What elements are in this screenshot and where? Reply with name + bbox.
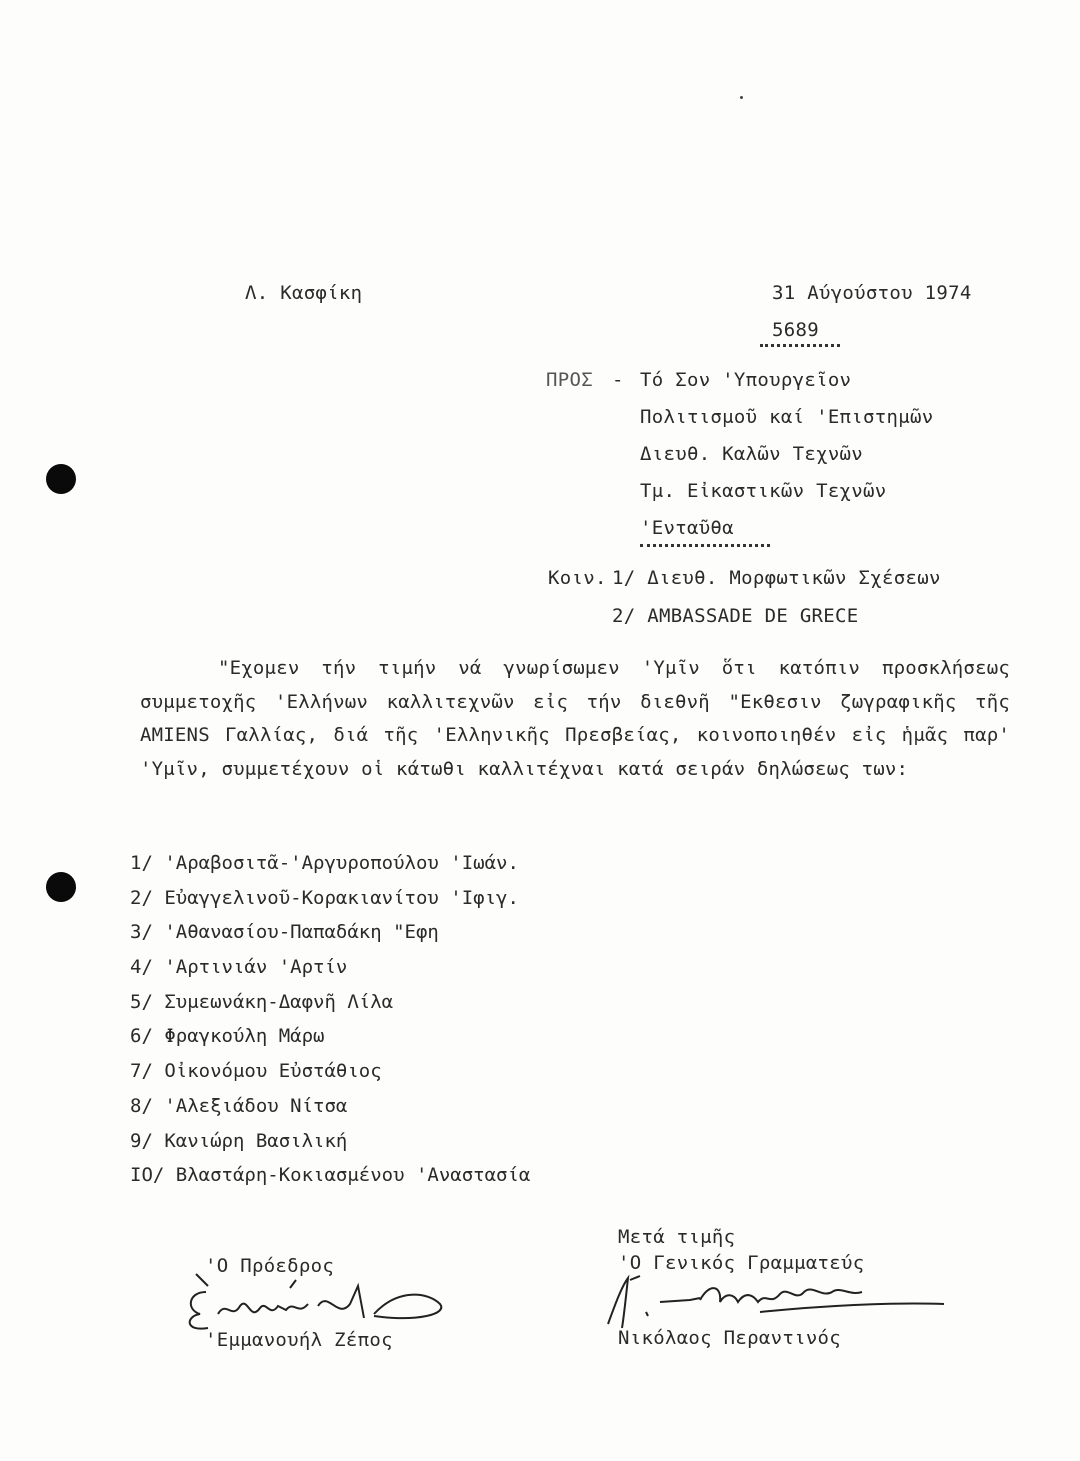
protocol-underline [760, 344, 840, 347]
sender-name: Λ. Κασφίκη [245, 282, 363, 304]
artist-list [130, 846, 530, 1193]
list-item: 8/ 'Αλεξιάδου Νίτσα [130, 1094, 348, 1117]
protocol-number: 5689 [772, 319, 819, 341]
secretary-title: 'Ο Γενικός Γραμματεύς [618, 1252, 865, 1274]
list-item: 2/ Εὐαγγελινοῦ-Κορακιανίτου 'Ιφιγ. [130, 886, 519, 909]
letter-date: 31 Αύγούστου 1974 [772, 282, 972, 304]
list-item: IO/ Βλαστάρη-Κοκιασμένου 'Αναστασία [130, 1164, 531, 1187]
recipient-line-5: 'Ενταῦθα [640, 517, 734, 539]
recipient-line-2: Πολιτισμοῦ καί 'Επιστημῶν [640, 406, 934, 428]
president-signature-text: Ζέπος [178, 1270, 182, 1271]
recipient-line-3: Διευθ. Καλῶν Τεχνῶν [640, 443, 864, 465]
body-paragraph: "Εχομεν τήν τιμήν νά γνωρίσωμεν 'Υμῖν ὅτι κατόπιν προσκλήσεως συμμετοχῆς 'Ελλήνων καλλιτεχνῶν εἰς τήν διεθνῆ "Εκθεσιν ζωγραφικῆς τῆς AMIENS Γαλλίας, διά τῆς 'Ελληνικῆς Πρεσβείας, κοινοποιηθέν εἰς ἡμᾶς παρ' 'Υμῖν, συμμετέχουν οἱ κάτωθι καλλιτέχναι κατά σειράν δηλώσεως των: [140, 657, 1010, 780]
copies-line-2: 2/ AMBASSADE DE GRECE [612, 605, 859, 627]
list-item: 7/ Οἰκονόμου Εὐστάθιος [130, 1060, 382, 1083]
list-item: 4/ 'Αρτινιάν 'Αρτίν [130, 956, 348, 979]
president-name: 'Εμμανουήλ Ζέπος [205, 1329, 393, 1351]
recipient-line-4: Τμ. Εἰκαστικῶν Τεχνῶν [640, 480, 887, 502]
list-item: 1/ 'Αραβοσιτᾶ-'Αργυροπούλου 'Ιωάν. [130, 852, 519, 874]
list-item: 9/ Κανιώρη Βασιλική [130, 1129, 348, 1152]
secretary-signature-text: Ν. Περαντινός [600, 1272, 608, 1273]
recipient-underline [640, 544, 770, 547]
secretary-name: Νικόλαος Περαντινός [618, 1327, 842, 1349]
scan-speck [740, 96, 743, 99]
punch-hole-top [46, 464, 76, 494]
list-item: 5/ Συμεωνάκη-Δαφνῆ Λίλα [130, 990, 394, 1013]
recipient-dash: - [612, 369, 624, 391]
copies-line-1: 1/ Διευθ. Μορφωτικῶν Σχέσεων [612, 567, 941, 589]
recipient-prefix: ΠΡΟΣ [546, 369, 593, 391]
list-item: 3/ 'Αθανασίου-Παπαδάκη "Εφη [130, 921, 439, 944]
closing-greeting: Μετά τιμῆς [618, 1226, 736, 1248]
president-title: 'Ο Πρόεδρος [205, 1255, 335, 1277]
list-item: 6/ Φραγκούλη Μάρω [130, 1025, 325, 1048]
punch-hole-bottom [46, 872, 76, 902]
copies-label: Κοιν. [548, 567, 607, 589]
recipient-line-1: Τό Σον 'Υπουργεῖον [640, 369, 852, 391]
